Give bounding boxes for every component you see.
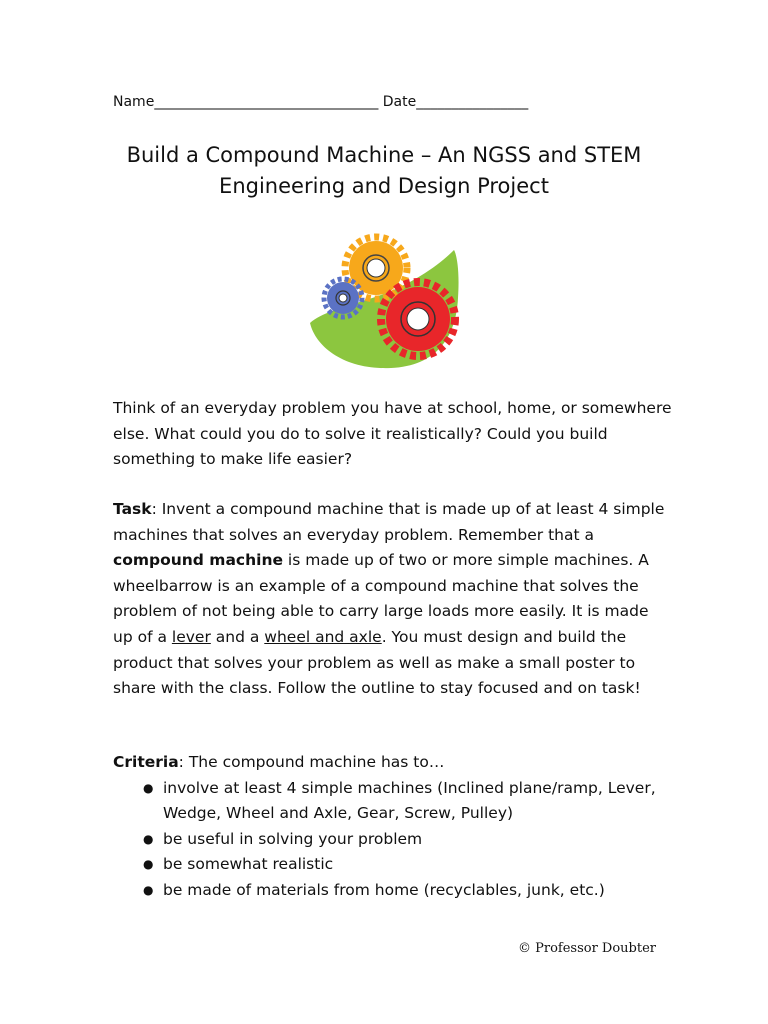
- criteria-intro: : The compound machine has to…: [178, 753, 445, 771]
- task-text-4: . You must design and build the product that solves your problem as well as make a small poster to share with the class. Follow the outline to stay focused and on task!: [113, 627, 641, 698]
- criteria-item-text: involve at least 4 simple machines (Inclined plane/ramp, Lever, Wedge, Wheel and Axle, Gear, Screw, Pulley): [163, 778, 656, 823]
- red-gear-hub: [407, 308, 429, 330]
- criteria-item: [113, 827, 673, 853]
- orange-gear-hub: [367, 259, 385, 277]
- title-line-2: Engineering and Design Project: [219, 174, 549, 198]
- gears-icon: [306, 228, 462, 372]
- bullet-icon: ●: [143, 780, 154, 795]
- bullet-icon: ●: [143, 831, 154, 846]
- criteria-item-text: be useful in solving your problem: [163, 829, 423, 848]
- date-blank: ________________: [416, 94, 529, 110]
- criteria-item-text: be somewhat realistic: [163, 855, 334, 874]
- intro-text: Think of an everyday problem you have at school, home, or somewhere else. What could you do to solve it realistically? Could you build something to make life easier?: [113, 399, 672, 469]
- date-label: Date: [382, 94, 417, 110]
- task-text-2: is made up of two or more simple machines. A wheelbarrow is an example of a compound machine that solves the problem of not being able to carry large loads more easily. It is made up of a: [113, 551, 649, 646]
- name-blank: ________________________________: [154, 94, 379, 110]
- task-paragraph: [113, 497, 673, 702]
- criteria-section: [113, 750, 673, 904]
- task-section: [113, 497, 673, 702]
- criteria-item-text: be made of materials from home (recyclables, junk, etc.): [163, 880, 605, 899]
- task-label: Task: [113, 500, 152, 518]
- criteria-list: [113, 776, 673, 904]
- criteria-item: [113, 852, 673, 878]
- criteria-item: [113, 878, 673, 904]
- name-label: Name: [113, 94, 155, 110]
- compound-machine-keyword: compound machine: [113, 551, 283, 570]
- criteria-heading: [113, 750, 673, 776]
- task-text-3: and a: [210, 627, 265, 646]
- criteria-item: [113, 776, 673, 827]
- page-title: [64, 140, 704, 202]
- bullet-icon: ●: [143, 857, 154, 872]
- name-date-line: [113, 94, 658, 110]
- copyright-footer: © Professor Doubter: [517, 941, 656, 956]
- blue-gear-hub: [339, 294, 347, 302]
- title-line-1: Build a Compound Machine – An NGSS and STEM: [126, 143, 642, 167]
- intro-paragraph: [113, 396, 673, 473]
- bullet-icon: ●: [143, 882, 154, 897]
- lever-term: lever: [171, 627, 211, 646]
- criteria-label: Criteria: [113, 753, 179, 771]
- task-text-1: : Invent a compound machine that is made up of at least 4 simple machines that solves an everyday problem. Remember that a: [113, 500, 665, 544]
- wheel-axle-term: wheel and axle: [264, 627, 382, 646]
